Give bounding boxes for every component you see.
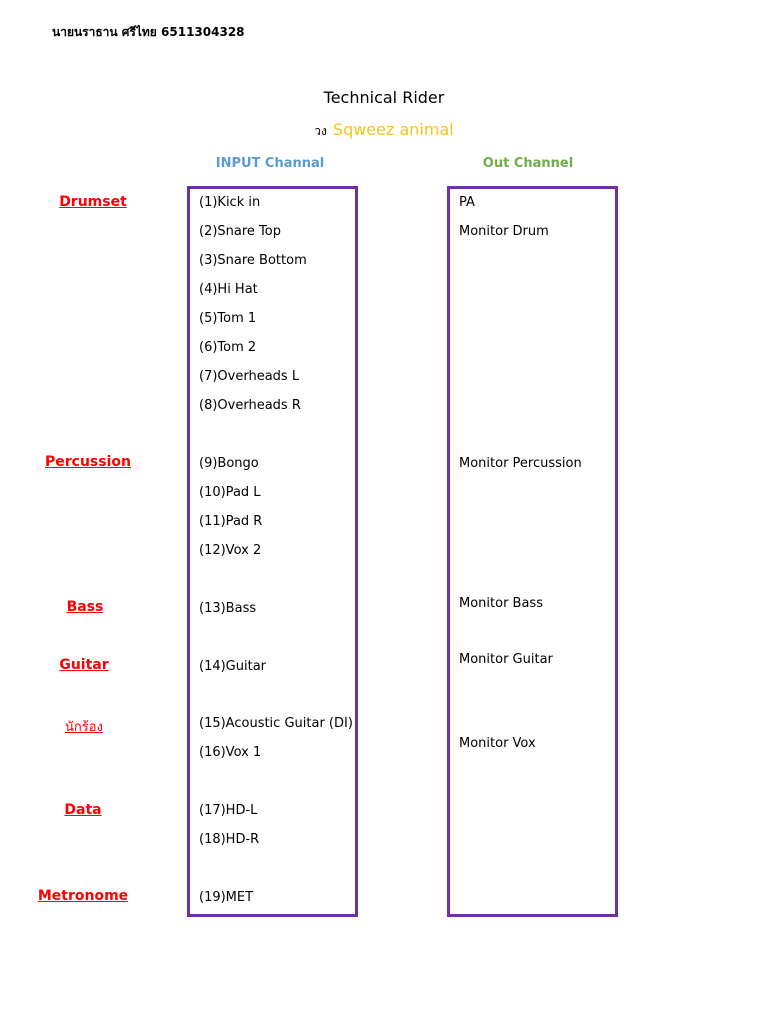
input-channel-header: INPUT Channal [215, 156, 325, 171]
input-row: (18)HD-R [199, 832, 260, 847]
author-line: นายนราธาน ศรีไทย 6511304328 [52, 25, 245, 39]
input-row: (6)Tom 2 [199, 340, 257, 355]
input-row: (2)Snare Top [199, 224, 281, 239]
input-row: (8)Overheads R [199, 398, 301, 413]
input-row: (3)Snare Bottom [199, 253, 307, 268]
input-row: (13)Bass [199, 601, 257, 616]
input-row: (9)Bongo [199, 456, 259, 471]
output-channel-header: Out Channel [482, 156, 574, 171]
category-data: Data [64, 802, 102, 818]
band-name: Sqweez animal [332, 120, 454, 139]
input-row: (16)Vox 1 [199, 745, 262, 760]
output-row: Monitor Vox [459, 736, 536, 751]
output-row: Monitor Guitar [459, 652, 553, 667]
output-row: PA [459, 195, 475, 210]
page-title: Technical Rider [323, 88, 445, 107]
input-row: (11)Pad R [199, 514, 263, 529]
category-bass: Bass [66, 599, 104, 615]
band-prefix: วง [314, 124, 327, 138]
category-percussion: Percussion [45, 454, 131, 470]
input-row: (4)Hi Hat [199, 282, 258, 297]
category-drumset: Drumset [59, 194, 127, 210]
input-row: (10)Pad L [199, 485, 261, 500]
input-row: (1)Kick in [199, 195, 261, 210]
output-channel-box [447, 186, 618, 917]
category-guitar: Guitar [59, 657, 109, 673]
output-row: Monitor Bass [459, 596, 543, 611]
input-row: (14)Guitar [199, 659, 267, 674]
category-vocal: นักร้อง [65, 720, 103, 735]
output-row: Monitor Drum [459, 224, 549, 239]
output-row: Monitor Percussion [459, 456, 582, 471]
category-metronome: Metronome [37, 888, 129, 904]
input-row: (19)MET [199, 890, 254, 905]
input-row: (5)Tom 1 [199, 311, 257, 326]
input-row: (17)HD-L [199, 803, 258, 818]
input-row: (15)Acoustic Guitar (DI) [199, 716, 353, 731]
band-subtitle [0, 120, 768, 141]
input-row: (7)Overheads L [199, 369, 300, 384]
input-row: (12)Vox 2 [199, 543, 262, 558]
